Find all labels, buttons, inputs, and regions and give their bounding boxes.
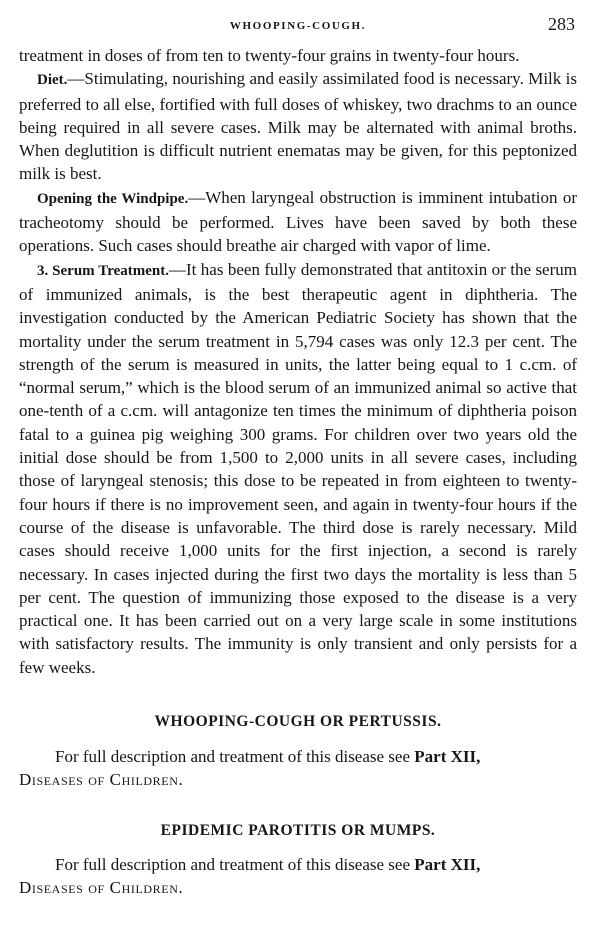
reference-text: For full description and treatment of this disease see xyxy=(55,854,415,874)
paragraph-text: treatment in doses of from ten to twenty-four grains in twenty-four hours. xyxy=(19,46,520,65)
section-reference xyxy=(19,745,577,792)
section-mumps xyxy=(19,822,577,900)
run-in-heading-windpipe: Opening the Windpipe. xyxy=(37,190,189,207)
page-number: 283 xyxy=(548,14,575,34)
part-title: Diseases of Children. xyxy=(19,877,184,897)
book-page xyxy=(19,14,577,899)
run-in-heading-diet: Diet. xyxy=(37,72,68,89)
paragraph-continuation xyxy=(19,44,577,67)
paragraph-text: —Stimulating, nourishing and easily assimilated food is necessary. Milk is preferred to all else, fortified with full doses of whiskey, two drachms to an ounce being required in all severe cases. Milk may be alternated with animal broths. When deglutition is difficult nutrient enematas may be given, for this peptonized milk is best. xyxy=(19,69,577,184)
paragraph-diet xyxy=(19,67,577,185)
run-in-heading-serum: 3. Serum Treatment. xyxy=(37,262,169,279)
part-reference: Part XII, xyxy=(414,747,481,767)
running-title: WHOOPING-COUGH. xyxy=(229,20,367,32)
section-heading: WHOOPING-COUGH OR PERTUSSIS. xyxy=(154,713,442,731)
running-head xyxy=(19,14,577,44)
part-title: Diseases of Children. xyxy=(19,770,184,790)
section-reference xyxy=(19,853,577,900)
paragraph-text: —It has been fully demonstrated that antitoxin or the serum of immunized animals, is the best therapeutic agent in diphtheria. The investigation conducted by the American Pediatric Society has shown that the mortality under the serum treatment in 5,794 cases was only 12.3 per cent. The strength of the serum is measured in units, the latter being equal to 1 c.cm. of “normal serum,” which is the blood serum of an immunized animal so active that one-tenth of a c.cm. will antagonize ten times the minimum of diphtheria poison fatal to a guinea pig weighing 300 grams. For children over two years old the initial dose should be from 1,500 to 2,000 units in all severe cases, including those of laryngeal stenosis; this dose to be repeated in from eighteen to twenty-four hours if there is no improvement seen, and again in twenty-four hours if the course of the disease is unfavorable. The third dose is rarely necessary. Mild cases should receive 1,000 units for the first injection, a second is rarely necessary. In cases injected during the first two days the mortality is less than 5 per cent. The question of immunizing those exposed to the disease is a very practical one. It has been carried out on a very large scale in some institutions with satisfactory results. The immunity is only transient and only persists for a few weeks. xyxy=(19,259,577,677)
section-whooping-cough xyxy=(19,713,577,792)
reference-text: For full description and treatment of this disease see xyxy=(55,747,415,767)
section-heading: EPIDEMIC PAROTITIS OR MUMPS. xyxy=(160,821,436,839)
body-text xyxy=(19,44,577,679)
paragraph-text: —When laryngeal obstruction is imminent intubation or tracheotomy should be performed. Lives have been saved by both these operations. Such cases should breathe air charged with vapor of lime. xyxy=(19,187,577,256)
paragraph-serum-treatment xyxy=(19,258,577,679)
part-reference: Part XII, xyxy=(414,854,481,874)
paragraph-opening-windpipe xyxy=(19,186,577,258)
